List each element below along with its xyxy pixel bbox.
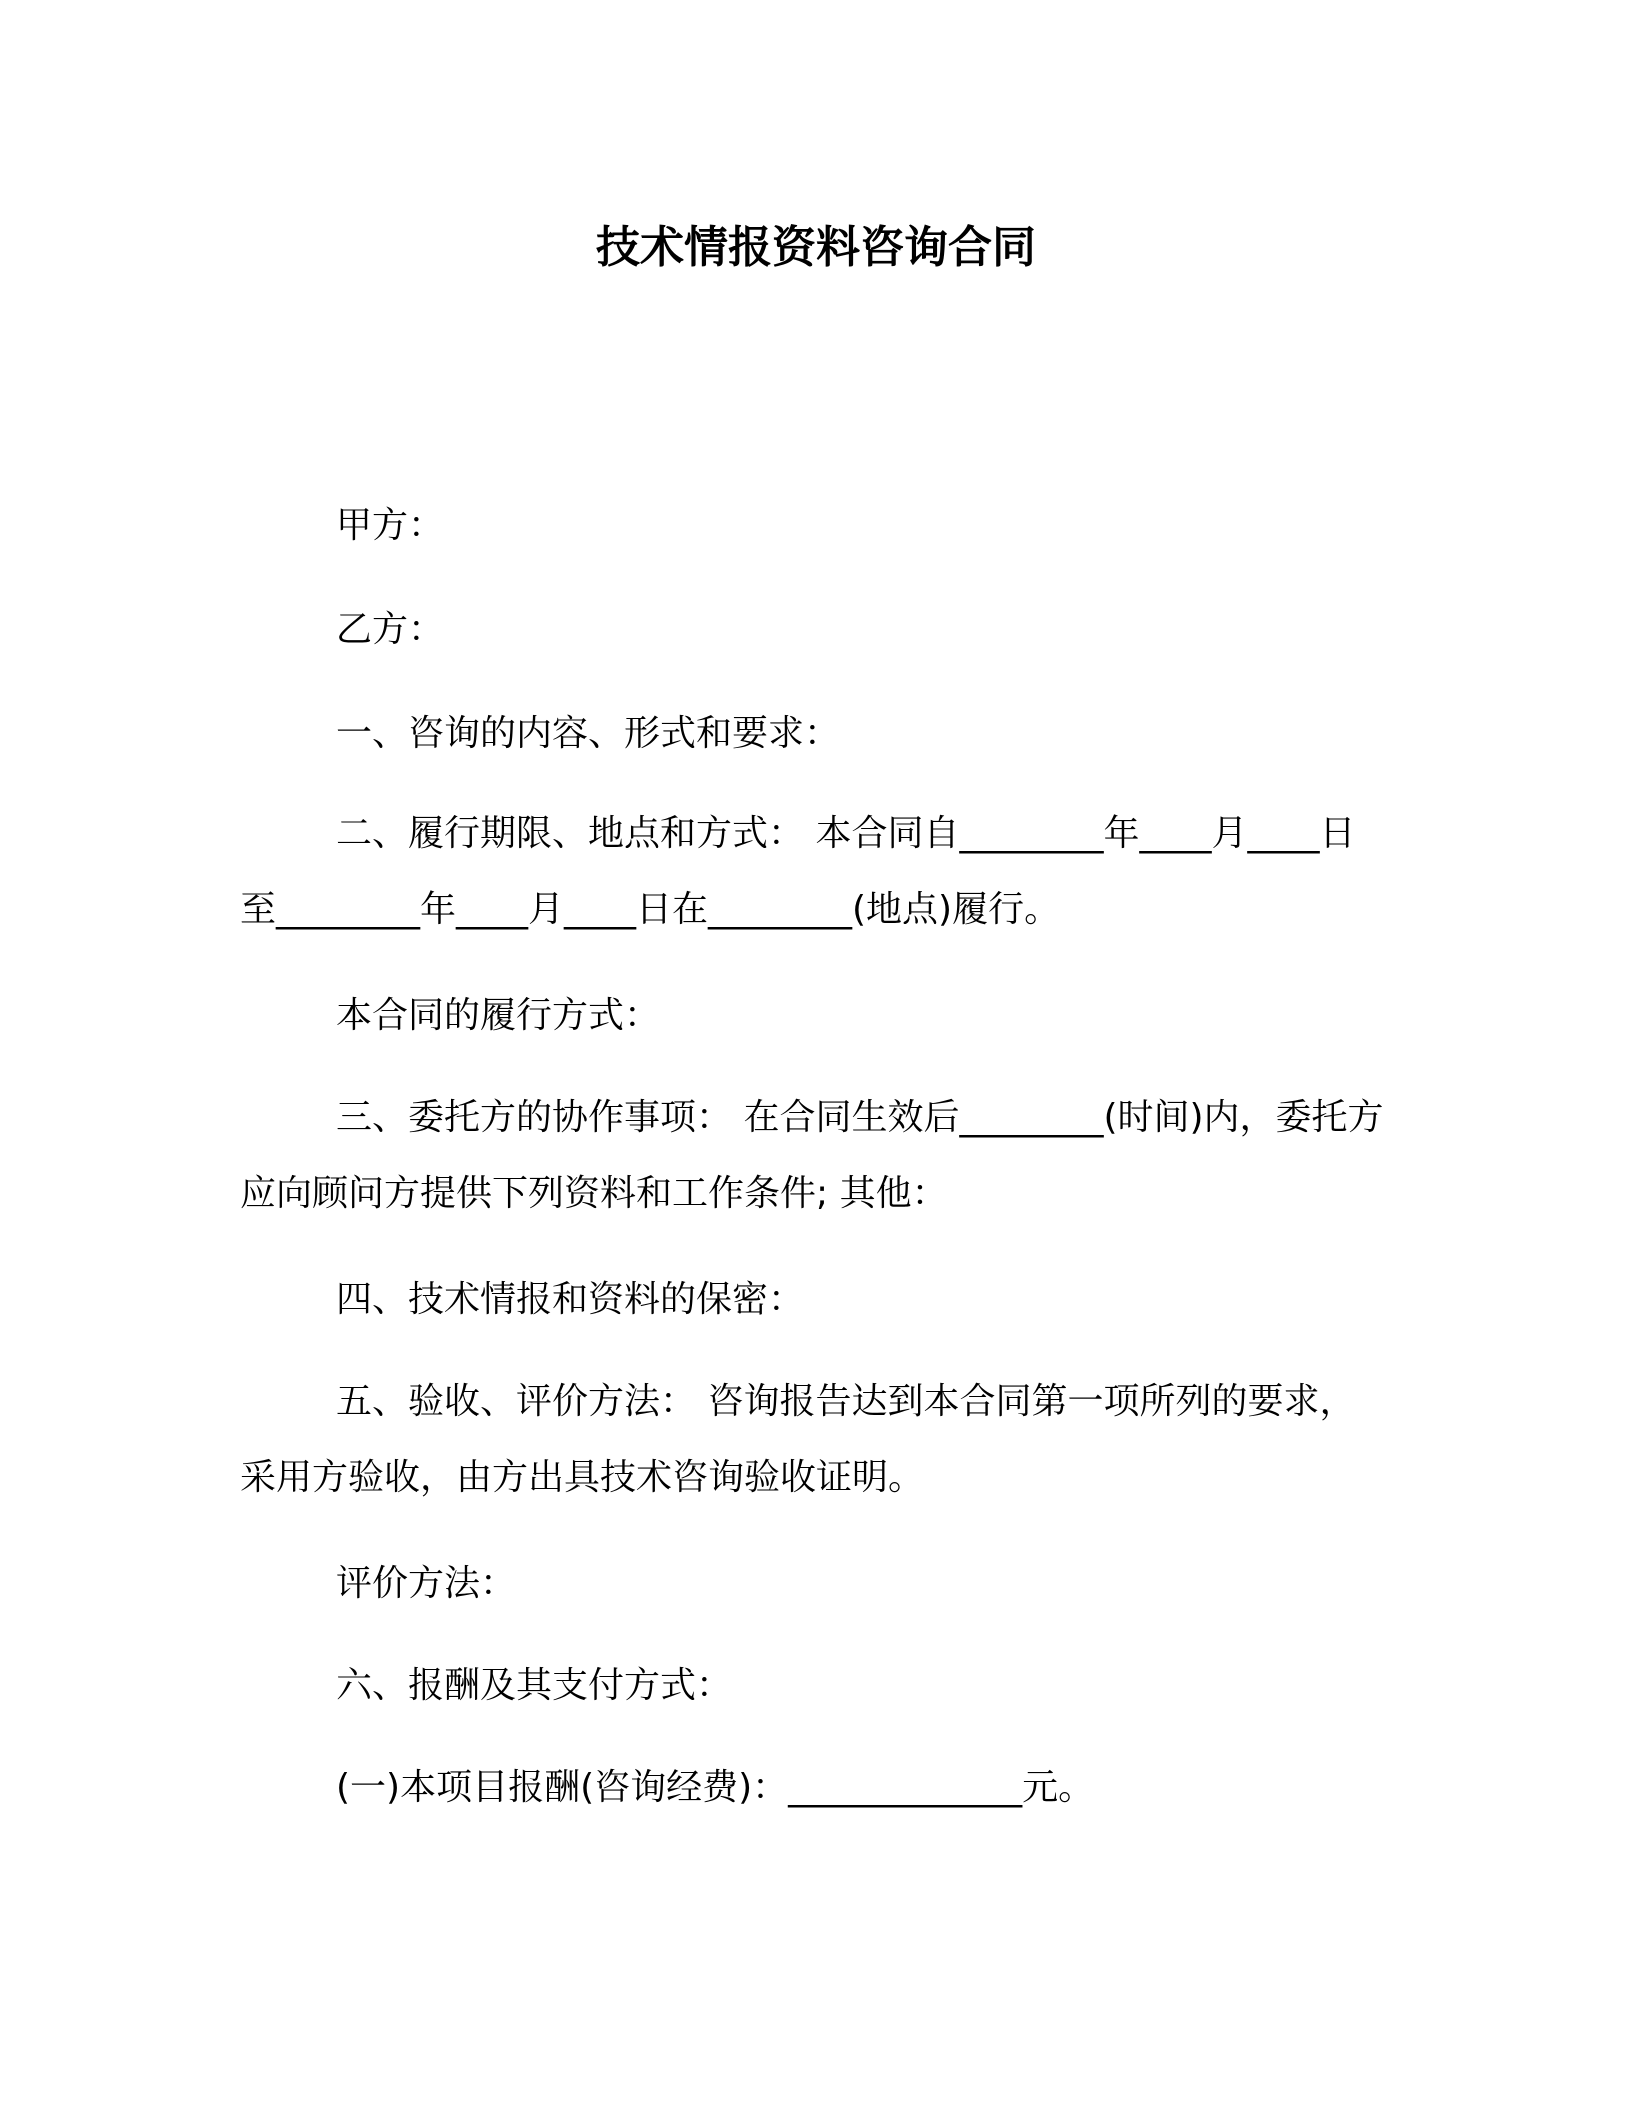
clause-6: 六、报酬及其支付方式： xyxy=(336,1665,733,1706)
performance-method-line: 本合同的履行方式： xyxy=(336,995,661,1036)
clause-3: 三、委托方的协作事项： 在合同生效后________(时间)内，委托方应向顾问方提供下列资料和工作条件; 其他： xyxy=(240,1097,1384,1214)
clause-4: 四、技术情报和资料的保密： xyxy=(336,1279,805,1320)
party-a-line: 甲方： xyxy=(336,505,445,546)
party-b-line: 乙方： xyxy=(336,609,445,650)
clause-5: 五、验收、评价方法： 咨询报告达到本合同第一项所列的要求，采用方验收，由方出具技术咨询验收证明。 xyxy=(240,1381,1356,1498)
document-title: 技术情报资料咨询合同 xyxy=(596,222,1036,273)
clause-6-item-1: (一)本项目报酬(咨询经费)：_____________元。 xyxy=(336,1767,1095,1808)
clause-1: 一、咨询的内容、形式和要求： xyxy=(336,713,841,754)
evaluation-method-line: 评价方法： xyxy=(336,1563,517,1604)
clause-2: 二、履行期限、地点和方式： 本合同自________年____月____日至________年____月____日在________(地点)履行。 xyxy=(240,813,1356,930)
